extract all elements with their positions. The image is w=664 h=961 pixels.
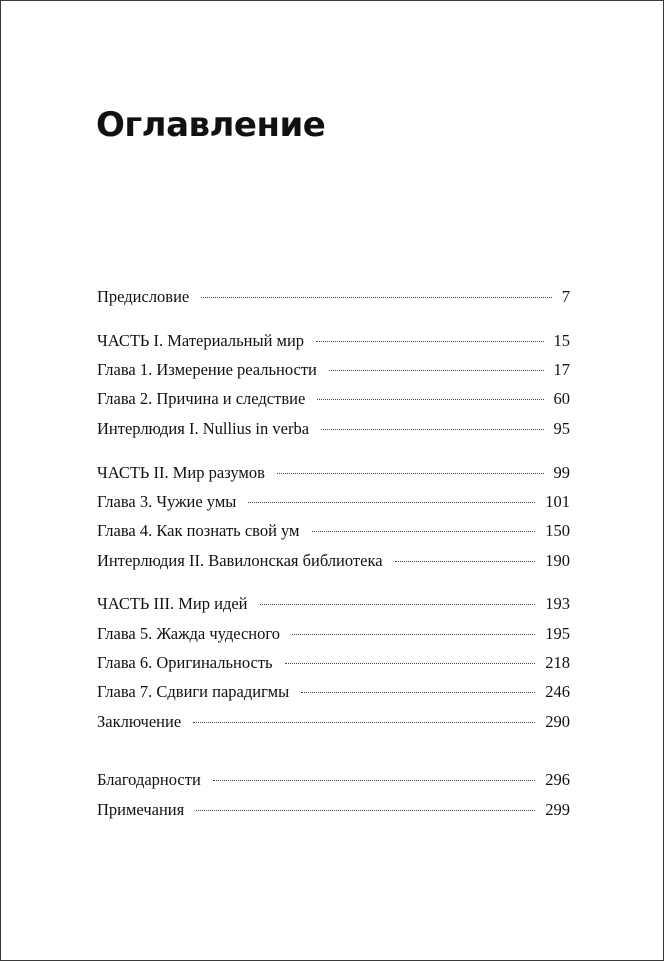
page-title: Оглавление — [96, 105, 326, 145]
toc-entry-chapter-6[interactable] — [97, 648, 570, 677]
toc-entry-label: Глава 6. Оригинальность — [97, 653, 273, 673]
toc-entry-page: 195 — [545, 623, 570, 643]
dot-leader — [321, 429, 543, 430]
toc-entry-chapter-3[interactable] — [97, 487, 570, 516]
toc-entry-interlude-2[interactable] — [97, 546, 570, 575]
dot-leader — [285, 663, 536, 664]
section-gap — [97, 443, 570, 458]
toc-entry-acknowledgements[interactable] — [97, 765, 570, 794]
section-gap — [97, 736, 570, 766]
dot-leader — [193, 722, 535, 723]
section-gap — [97, 311, 570, 326]
toc-entry-label: Примечания — [97, 799, 185, 819]
table-of-contents — [97, 282, 570, 824]
toc-entry-label: Глава 2. Причина и следствие — [97, 389, 306, 409]
toc-entry-page: 299 — [545, 799, 570, 819]
toc-entry-page: 296 — [545, 770, 570, 790]
toc-entry-label: ЧАСТЬ II. Мир разумов — [97, 462, 265, 482]
toc-entry-label: Интерлюдия I. Nullius in verba — [97, 418, 310, 438]
dot-leader — [395, 561, 536, 562]
toc-entry-page: 150 — [545, 521, 570, 541]
toc-entry-page: 190 — [545, 550, 570, 570]
toc-entry-page: 60 — [553, 389, 570, 409]
dot-leader — [277, 473, 544, 474]
toc-entry-chapter-7[interactable] — [97, 677, 570, 706]
toc-entry-label: ЧАСТЬ I. Материальный мир — [97, 330, 305, 350]
toc-entry-page: 7 — [561, 287, 570, 306]
dot-leader — [329, 370, 544, 371]
toc-entry-label: Глава 1. Измерение реальности — [97, 360, 317, 380]
toc-entry-chapter-5[interactable] — [97, 619, 570, 648]
dot-leader — [317, 399, 543, 400]
dot-leader — [213, 780, 535, 781]
toc-entry-page: 193 — [545, 594, 570, 614]
dot-leader — [196, 810, 535, 811]
toc-entry-preface[interactable] — [97, 282, 570, 311]
toc-entry-label: ЧАСТЬ III. Мир идей — [97, 594, 248, 614]
toc-entry-page: 101 — [545, 491, 570, 511]
dot-leader — [312, 531, 536, 532]
dot-leader — [292, 634, 535, 635]
toc-entry-label: Глава 4. Как познать свой ум — [97, 521, 300, 541]
toc-entry-page: 95 — [553, 418, 570, 438]
toc-entry-part-2[interactable] — [97, 458, 570, 487]
toc-entry-chapter-1[interactable] — [97, 355, 570, 384]
dot-leader — [260, 604, 536, 605]
toc-entry-label: Интерлюдия II. Вавилонская библиотека — [97, 550, 383, 570]
dot-leader — [248, 502, 535, 503]
dot-leader — [316, 341, 543, 342]
dot-leader — [301, 692, 535, 693]
toc-entry-notes[interactable] — [97, 795, 570, 824]
toc-entry-label: Глава 7. Сдвиги парадигмы — [97, 682, 290, 702]
toc-entry-page: 246 — [545, 682, 570, 702]
toc-entry-interlude-1[interactable] — [97, 414, 570, 443]
toc-entry-chapter-4[interactable] — [97, 516, 570, 545]
toc-entry-part-3[interactable] — [97, 589, 570, 618]
dot-leader — [201, 297, 552, 298]
toc-entry-part-1[interactable] — [97, 326, 570, 355]
toc-entry-page: 99 — [553, 462, 570, 482]
toc-entry-label: Предисловие — [97, 287, 190, 306]
toc-entry-chapter-2[interactable] — [97, 384, 570, 413]
toc-entry-label: Глава 3. Чужие умы — [97, 491, 237, 511]
toc-entry-page: 15 — [553, 330, 570, 350]
toc-entry-page: 290 — [545, 711, 570, 731]
section-gap — [97, 575, 570, 590]
toc-entry-label: Глава 5. Жажда чудесного — [97, 623, 280, 643]
toc-entry-label: Заключение — [97, 711, 182, 731]
toc-entry-page: 218 — [545, 653, 570, 673]
toc-entry-label: Благодарности — [97, 770, 201, 790]
toc-entry-conclusion[interactable] — [97, 707, 570, 736]
toc-entry-page: 17 — [553, 360, 570, 380]
